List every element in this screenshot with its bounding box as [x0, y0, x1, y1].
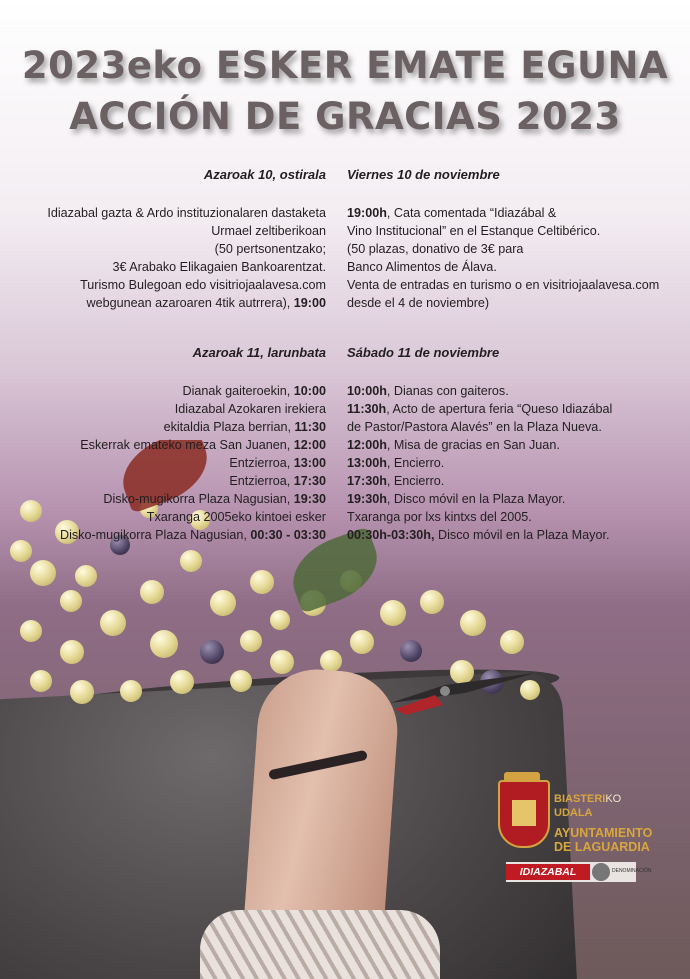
item-text: ekitaldia Plaza berrian,: [163, 420, 295, 434]
event-time: 12:00h: [347, 438, 387, 452]
schedule-item: [0, 526, 326, 544]
day2-spanish: [347, 344, 687, 544]
day1-basque-line: Turismo Bulegoan edo visitriojaalavesa.com: [80, 278, 326, 292]
event-time: 13:00h: [347, 456, 387, 470]
day1-basque-line: Urmael zeltiberikoan: [211, 224, 326, 238]
grape: [170, 670, 194, 694]
schedule-item: [0, 382, 326, 400]
day1-basque-heading: Azaroak 10, ostirala: [203, 167, 326, 182]
item-text: , Misa de gracias en San Juan.: [386, 438, 560, 452]
item-text: Idiazabal Azokaren irekiera: [174, 402, 326, 416]
council-line3: AYUNTAMIENTO: [554, 826, 653, 840]
day1-spanish-line: [347, 204, 687, 222]
schedule-item: [347, 454, 687, 472]
event-time: 11:30: [294, 420, 326, 434]
grape: [420, 590, 444, 614]
schedule-item: [347, 382, 687, 400]
day1-spanish-line: Venta de entradas en turismo o en visitriojaalavesa.com: [347, 278, 660, 292]
schedule-item: [347, 472, 687, 490]
event-time: 12:00: [293, 438, 326, 452]
item-text: Txaranga por lxs kintxs del 2005.: [347, 510, 532, 524]
grape: [240, 630, 262, 652]
pruning-shears-icon: [385, 665, 545, 715]
grape: [30, 560, 56, 586]
day1-basque-line-last: [0, 294, 326, 312]
laguardia-council-logo: [498, 780, 668, 860]
day2-basque: [0, 344, 326, 544]
grape: [75, 565, 97, 587]
item-text: Eskerrak emateko meza San Juanen,: [80, 438, 294, 452]
day1-spanish-line: desde el 4 de noviembre): [347, 296, 490, 310]
schedule-item: [0, 454, 326, 472]
council-name: [554, 792, 652, 854]
item-text: , Encierro.: [386, 456, 445, 470]
event-time: 13:00: [293, 456, 326, 470]
item-text: , Dianas con gaiteros.: [386, 384, 509, 398]
council-line1: BIASTERI: [554, 793, 606, 805]
item-text: Disko-mugikorra Plaza Nagusian,: [103, 492, 294, 506]
schedule-item: [0, 418, 326, 436]
line-text: , Cata comentada “Idiazábal &: [386, 206, 557, 220]
schedule-item: [0, 508, 326, 526]
schedule-item: [0, 472, 326, 490]
schedule-item: [0, 436, 326, 454]
item-text: , Encierro.: [386, 474, 445, 488]
grape: [230, 670, 252, 692]
event-time: 19:00: [293, 296, 326, 310]
schedule-item: [347, 418, 687, 436]
item-text: de Pastor/Pastora Alavés” en la Plaza Nueva.: [347, 420, 602, 434]
event-time: 10:00: [293, 384, 326, 398]
idiazabal-logo: [506, 862, 652, 882]
coat-of-arms-icon: [498, 780, 550, 848]
grape: [150, 630, 178, 658]
grape: [500, 630, 524, 654]
schedule-item: [347, 400, 687, 418]
grape: [140, 580, 164, 604]
grape: [30, 670, 52, 692]
grape: [180, 550, 202, 572]
item-text: , Acto de apertura feria “Queso Idiazábal: [386, 402, 613, 416]
idiazabal-small: DENOMINACIÓN: [612, 868, 652, 874]
day2-spanish-heading: Sábado 11 de noviembre: [347, 345, 500, 360]
item-text: Txaranga 2005eko kintoei esker: [146, 510, 326, 524]
grape: [270, 650, 294, 674]
event-time: 19:30h: [347, 492, 387, 506]
event-time: 10:00h: [347, 384, 387, 398]
event-time: 17:30h: [347, 474, 387, 488]
event-time: 17:30: [293, 474, 326, 488]
grape: [120, 680, 142, 702]
item-text: Disco móvil en la Plaza Mayor.: [434, 528, 610, 542]
item-text: Entzierroa,: [229, 456, 294, 470]
schedule-item: [347, 490, 687, 508]
seal-icon: [592, 863, 610, 881]
council-line1b: KO: [605, 793, 622, 805]
grape: [60, 640, 84, 664]
grape: [350, 630, 374, 654]
grape: [380, 600, 406, 626]
item-text: Dianak gaiteroekin,: [182, 384, 294, 398]
day2-basque-list: [0, 382, 326, 544]
grape: [200, 640, 224, 664]
day1-basque-line: (50 pertsonentzako;: [214, 242, 326, 256]
day1-basque-line: Idiazabal gazta & Ardo instituzionalaren dastaketa: [47, 206, 326, 220]
day1-spanish-heading: Viernes 10 de noviembre: [347, 167, 500, 182]
day1-basque: [0, 166, 326, 312]
day2-spanish-list: [347, 382, 687, 544]
castle-icon: [512, 800, 536, 826]
grape: [20, 620, 42, 642]
event-time: 00:30h-03:30h,: [347, 528, 435, 542]
title-basque: 2023eko ESKER EMATE EGUNA: [21, 44, 669, 87]
day1-basque-line: 3€ Arabako Elikagaien Bankoarentzat.: [112, 260, 326, 274]
grape: [60, 590, 82, 612]
title-spanish: ACCIÓN DE GRACIAS 2023: [69, 95, 621, 138]
council-line2: UDALA: [554, 807, 593, 819]
grape: [210, 590, 236, 616]
schedule-item: [347, 436, 687, 454]
grape: [250, 570, 274, 594]
grape: [270, 610, 290, 630]
council-line4: DE LAGUARDIA: [554, 840, 650, 854]
item-text: , Disco móvil en la Plaza Mayor.: [386, 492, 566, 506]
grape: [70, 680, 94, 704]
item-text: Disko-mugikorra Plaza Nagusian,: [59, 528, 251, 542]
grape: [460, 610, 486, 636]
day1-spanish-line: (50 plazas, donativo de 3€ para: [347, 242, 524, 256]
schedule-item: [347, 526, 687, 544]
schedule-item: [0, 490, 326, 508]
schedule-item: [347, 508, 687, 526]
event-time: 19:00h: [347, 206, 387, 220]
day1-spanish: [347, 166, 687, 312]
idiazabal-label: IDIAZABAL: [506, 864, 590, 880]
item-text: Entzierroa,: [229, 474, 294, 488]
grape: [400, 640, 422, 662]
schedule-item: [0, 400, 326, 418]
grape: [100, 610, 126, 636]
event-time: 00:30 - 03:30: [250, 528, 326, 542]
sleeve: [200, 910, 440, 979]
grape: [320, 650, 342, 672]
event-time: 19:30: [293, 492, 326, 506]
line-text: webgunean azaroaren 4tik autrrera),: [86, 296, 291, 310]
event-time: 11:30h: [347, 402, 387, 416]
day2-basque-heading: Azaroak 11, larunbata: [192, 345, 326, 360]
day1-spanish-line: Banco Alimentos de Álava.: [347, 260, 497, 274]
day1-spanish-line: Vino Institucional” en el Estanque Celtibérico.: [347, 224, 601, 238]
